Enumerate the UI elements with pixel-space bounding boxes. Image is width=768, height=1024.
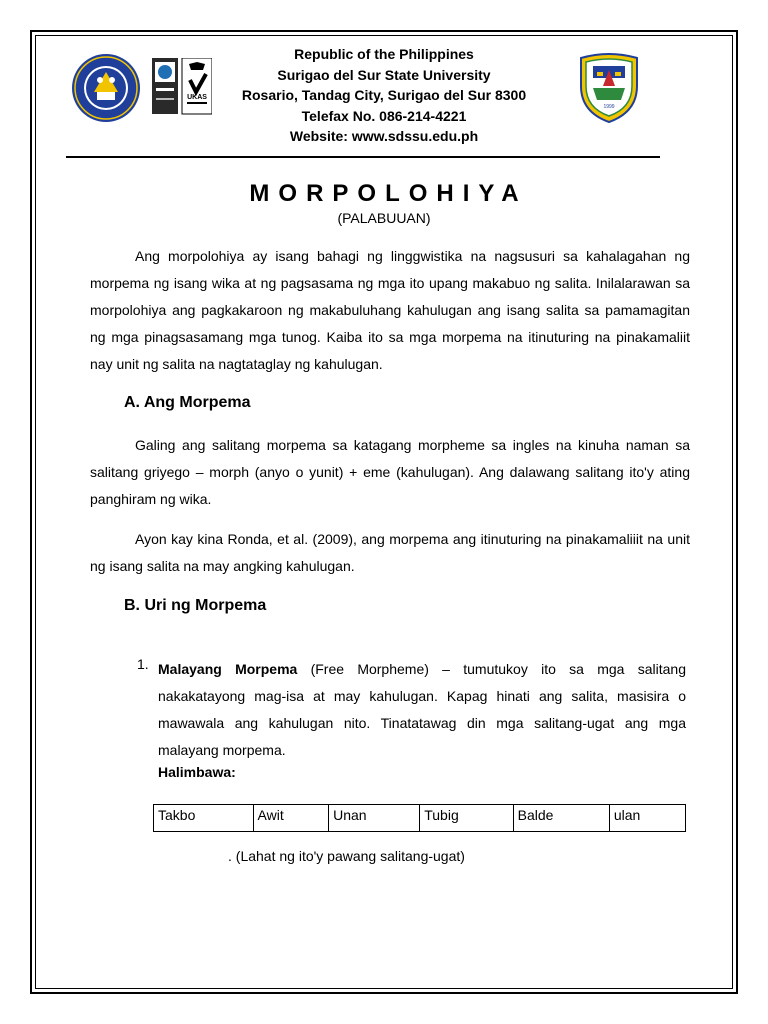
section-a-heading: A. Ang Morpema — [124, 394, 251, 411]
section-b-heading: B. Uri ng Morpema — [124, 597, 267, 614]
section-a-paragraph-1 — [90, 432, 690, 513]
table-cell: Tubig — [420, 805, 513, 832]
document-subtitle: (PALABUUAN) — [337, 210, 431, 226]
table-cell: Unan — [329, 805, 420, 832]
table-cell: ulan — [609, 805, 685, 832]
college-shield-logo — [577, 52, 641, 124]
section-a-text-1: Galing ang salitang morpema sa katagang morpheme sa ingles na kinuha naman sa salitang griyego – morph (anyo o yunit) + eme (kahulugan). Ang dalawang salitang ito'y ating panghiram ng wika. — [90, 437, 690, 507]
table-cell: Balde — [513, 805, 609, 832]
table-cell: Takbo — [154, 805, 254, 832]
header-rule — [66, 156, 660, 158]
list-item-malayang-morpema — [158, 656, 686, 764]
letterhead-website: Website: www.sdssu.edu.ph — [289, 128, 479, 144]
intro-text: Ang morpolohiya ay isang bahagi ng linggwistika na nagsusuri sa kahalagahan ng morpema ng isang wika at ng pagsasama ng mga ito upang makabuo ng salita. Inilalarawan sa morpolohiya ang pagkakaroon ng makabuluhang kahulugan ang isang salita sa pamamagitan ng mga pinagsasamang mga tunog. Kaiba ito sa mga morpema na itinuturing na pinakamaliit nay unit ng salita na nagtataglay ng kahulugan. — [90, 248, 690, 372]
table-row — [154, 805, 686, 832]
shield-year: 1999 — [603, 104, 615, 110]
section-a-text-2: Ayon kay kina Ronda, et al. (2009), ang morpema ang itinuturing na pinakamaliiit na unit ng isang salita na may angking kahulugan. — [90, 531, 690, 574]
letterhead-telefax: Telefax No. 086-214-4221 — [301, 107, 467, 124]
list-item-text: (Free Morpheme) – tumutukoy ito sa mga salitang nakakatayong mag-isa at may kahulugan. Kapag hinati ang salita, masisira o mawawala ang kahulugan nito. Tinatatawag din mga salitang-ugat ang mga malayang morpema. — [158, 661, 686, 758]
letterhead — [200, 44, 568, 147]
letterhead-address: Rosario, Tandag City, Surigao del Sur 8300 — [241, 87, 527, 103]
example-caption: . (Lahat ng ito'y pawang salitang-ugat) — [228, 848, 465, 864]
cert-logo-text: UKAS — [187, 94, 207, 101]
example-label: Halimbawa: — [158, 764, 236, 780]
list-item-number: 1. — [137, 656, 149, 672]
letterhead-country: Republic of the Philippines — [294, 46, 474, 62]
example-table — [153, 804, 686, 832]
letterhead-university: Surigao del Sur State University — [277, 66, 491, 83]
list-item-term: Malayang Morpema — [158, 661, 298, 677]
intro-paragraph — [90, 243, 690, 378]
section-a-paragraph-2 — [90, 526, 690, 580]
table-cell: Awit — [253, 805, 329, 832]
document-title: MORPOLOHIYA — [249, 180, 528, 207]
university-seal-logo — [70, 52, 142, 124]
